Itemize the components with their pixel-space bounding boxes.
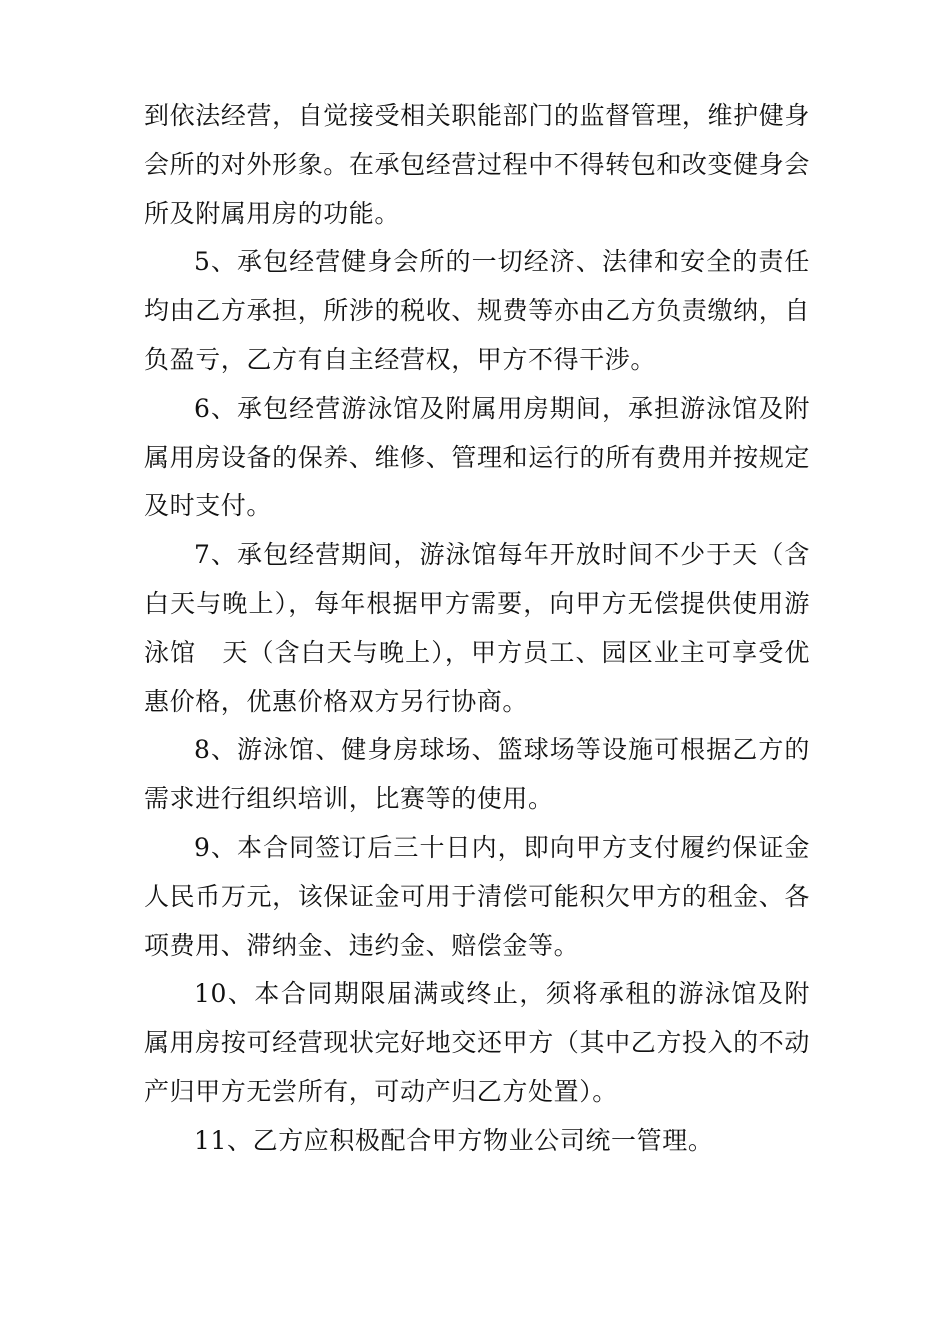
document-body <box>144 92 810 1166</box>
paragraph-clause-8: 8、游泳馆、健身房球场、篮球场等设施可根据乙方的需求进行组织培训，比赛等的使用。 <box>144 735 810 814</box>
paragraph-clause-11: 11、乙方应积极配合甲方物业公司统一管理。 <box>194 1125 714 1155</box>
paragraph-clause-9: 9、本合同签订后三十日内，即向甲方支付履约保证金人民币万元，该保证金可用于清偿可能积欠甲方的租金、各项费用、滞纳金、违约金、赔偿金等。 <box>144 832 810 960</box>
paragraph-clause-5: 5、承包经营健身会所的一切经济、法律和安全的责任均由乙方承担，所涉的税收、规费等亦由乙方负责缴纳，自负盈亏，乙方有自主经营权，甲方不得干涉。 <box>144 247 810 374</box>
paragraph-clause-7: 7、承包经营期间，游泳馆每年开放时间不少于天（含白天与晚上），每年根据甲方需要，向甲方无偿提供使用游泳馆 天（含白天与晚上），甲方员工、园区业主可享受优惠价格，优惠价格双方另行协商。 <box>144 540 810 716</box>
paragraph-clause-10: 10、本合同期限届满或终止，须将承租的游泳馆及附属用房按可经营现状完好地交还甲方（其中乙方投入的不动产归甲方无尝所有，可动产归乙方处置）。 <box>144 979 810 1106</box>
paragraph-clause-6: 6、承包经营游泳馆及附属用房期间，承担游泳馆及附属用房设备的保养、维修、管理和运行的所有费用并按规定及时支付。 <box>144 393 810 521</box>
paragraph-continuation: 到依法经营，自觉接受相关职能部门的监督管理，维护健身会所的对外形象。在承包经营过程中不得转包和改变健身会所及附属用房的功能。 <box>144 101 810 228</box>
